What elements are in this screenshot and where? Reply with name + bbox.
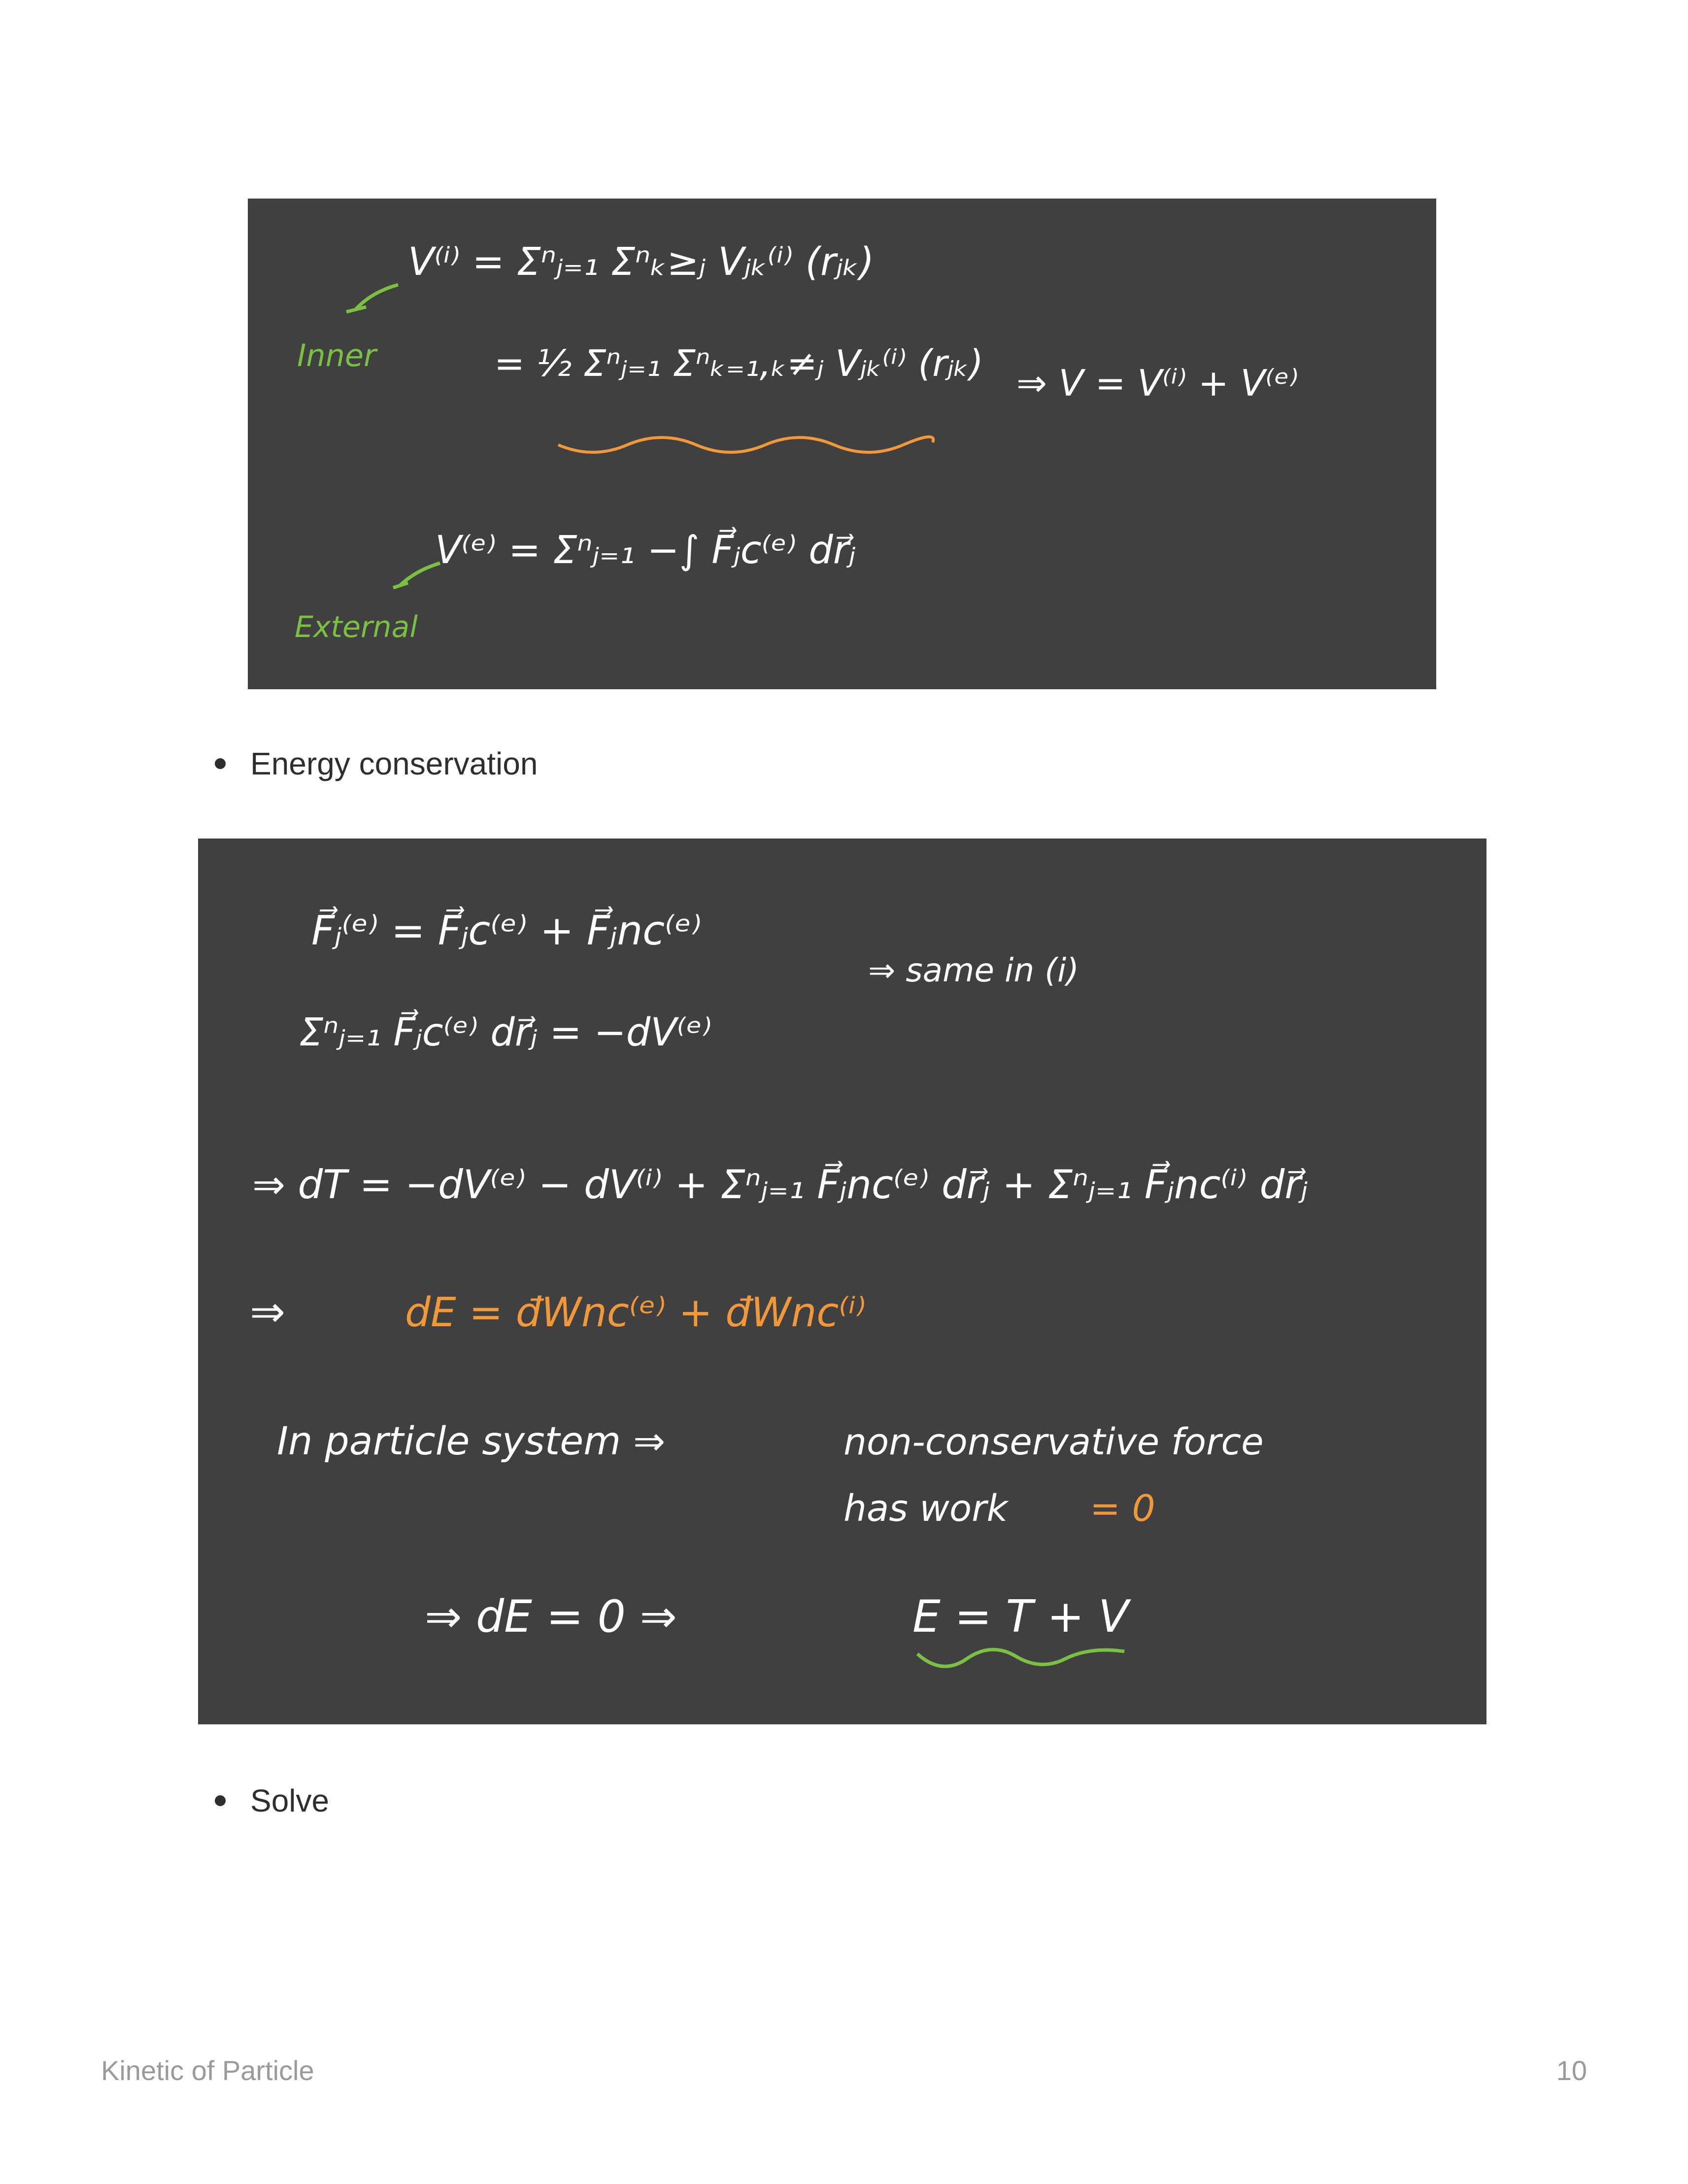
force-split: F⃗ⱼ⁽ᵉ⁾ = F⃗ⱼc⁽ᵉ⁾ + F⃗ⱼnc⁽ᵉ⁾	[311, 907, 702, 954]
kinetic-energy-differential: ⇒ dT = −dV⁽ᵉ⁾ − dV⁽ⁱ⁾ + Σⁿⱼ₌₁ F⃗ⱼnc⁽ᵉ⁾ dr⃗ⱼ + Σⁿⱼ₌₁ F⃗ⱼnc⁽ⁱ⁾ dr⃗ⱼ	[252, 1162, 1308, 1208]
potential-sketch	[248, 199, 1436, 689]
energy-underline	[917, 1649, 1124, 1666]
bullet-text: Solve	[250, 1783, 330, 1818]
nonconservative-force: non-conservative force	[844, 1421, 1264, 1463]
bullet-energy-conservation	[213, 744, 538, 783]
same-in-inner-note: ⇒ same in (i)	[868, 951, 1079, 989]
inner-potential-definition: V⁽ⁱ⁾ = Σⁿⱼ₌₁ Σⁿₖ≥ⱼ Vⱼₖ⁽ⁱ⁾ (rⱼₖ)	[408, 240, 875, 284]
has-work: has work	[844, 1487, 1008, 1530]
conservative-work: Σⁿⱼ₌₁ F⃗ⱼc⁽ᵉ⁾ dr⃗ⱼ = −dV⁽ᵉ⁾	[299, 1010, 712, 1055]
bullet-dot	[215, 1795, 226, 1806]
wavy-underline	[558, 437, 933, 452]
implies-arrow: ⇒	[250, 1287, 286, 1337]
bullet-solve	[213, 1781, 329, 1820]
external-arrow-icon	[393, 563, 440, 588]
bullet-text: Energy conservation	[250, 746, 538, 781]
work-equals-zero: = 0	[1090, 1487, 1155, 1530]
energy-sketch	[198, 839, 1486, 1724]
inner-potential-half-sum: = ½ Σⁿⱼ₌₁ Σⁿₖ₌₁,ₖ≠ⱼ Vⱼₖ⁽ⁱ⁾ (rⱼₖ)	[494, 342, 984, 385]
total-energy: E = T + V	[912, 1591, 1129, 1643]
whiteboard-image-energy	[198, 839, 1486, 1724]
footer-document-title: Kinetic of Particle	[101, 2055, 314, 2086]
footer-page-number: 10	[1556, 2055, 1587, 2086]
external-label: External	[295, 610, 418, 644]
bullet-dot	[215, 758, 226, 769]
inner-arrow-icon	[346, 285, 398, 312]
energy-differential: dE = đWnc⁽ᵉ⁾ + đWnc⁽ⁱ⁾	[405, 1289, 866, 1336]
whiteboard-image-potential	[248, 199, 1436, 689]
particle-system-statement: In particle system ⇒	[277, 1419, 666, 1464]
external-potential-definition: V⁽ᵉ⁾ = Σⁿⱼ₌₁ −∫ F⃗ⱼc⁽ᵉ⁾ dr⃗ⱼ	[435, 528, 856, 572]
total-potential: ⇒ V = V⁽ⁱ⁾ + V⁽ᵉ⁾	[1016, 362, 1299, 404]
energy-conserved: ⇒ dE = 0 ⇒	[425, 1591, 677, 1643]
inner-label: Inner	[297, 337, 376, 373]
